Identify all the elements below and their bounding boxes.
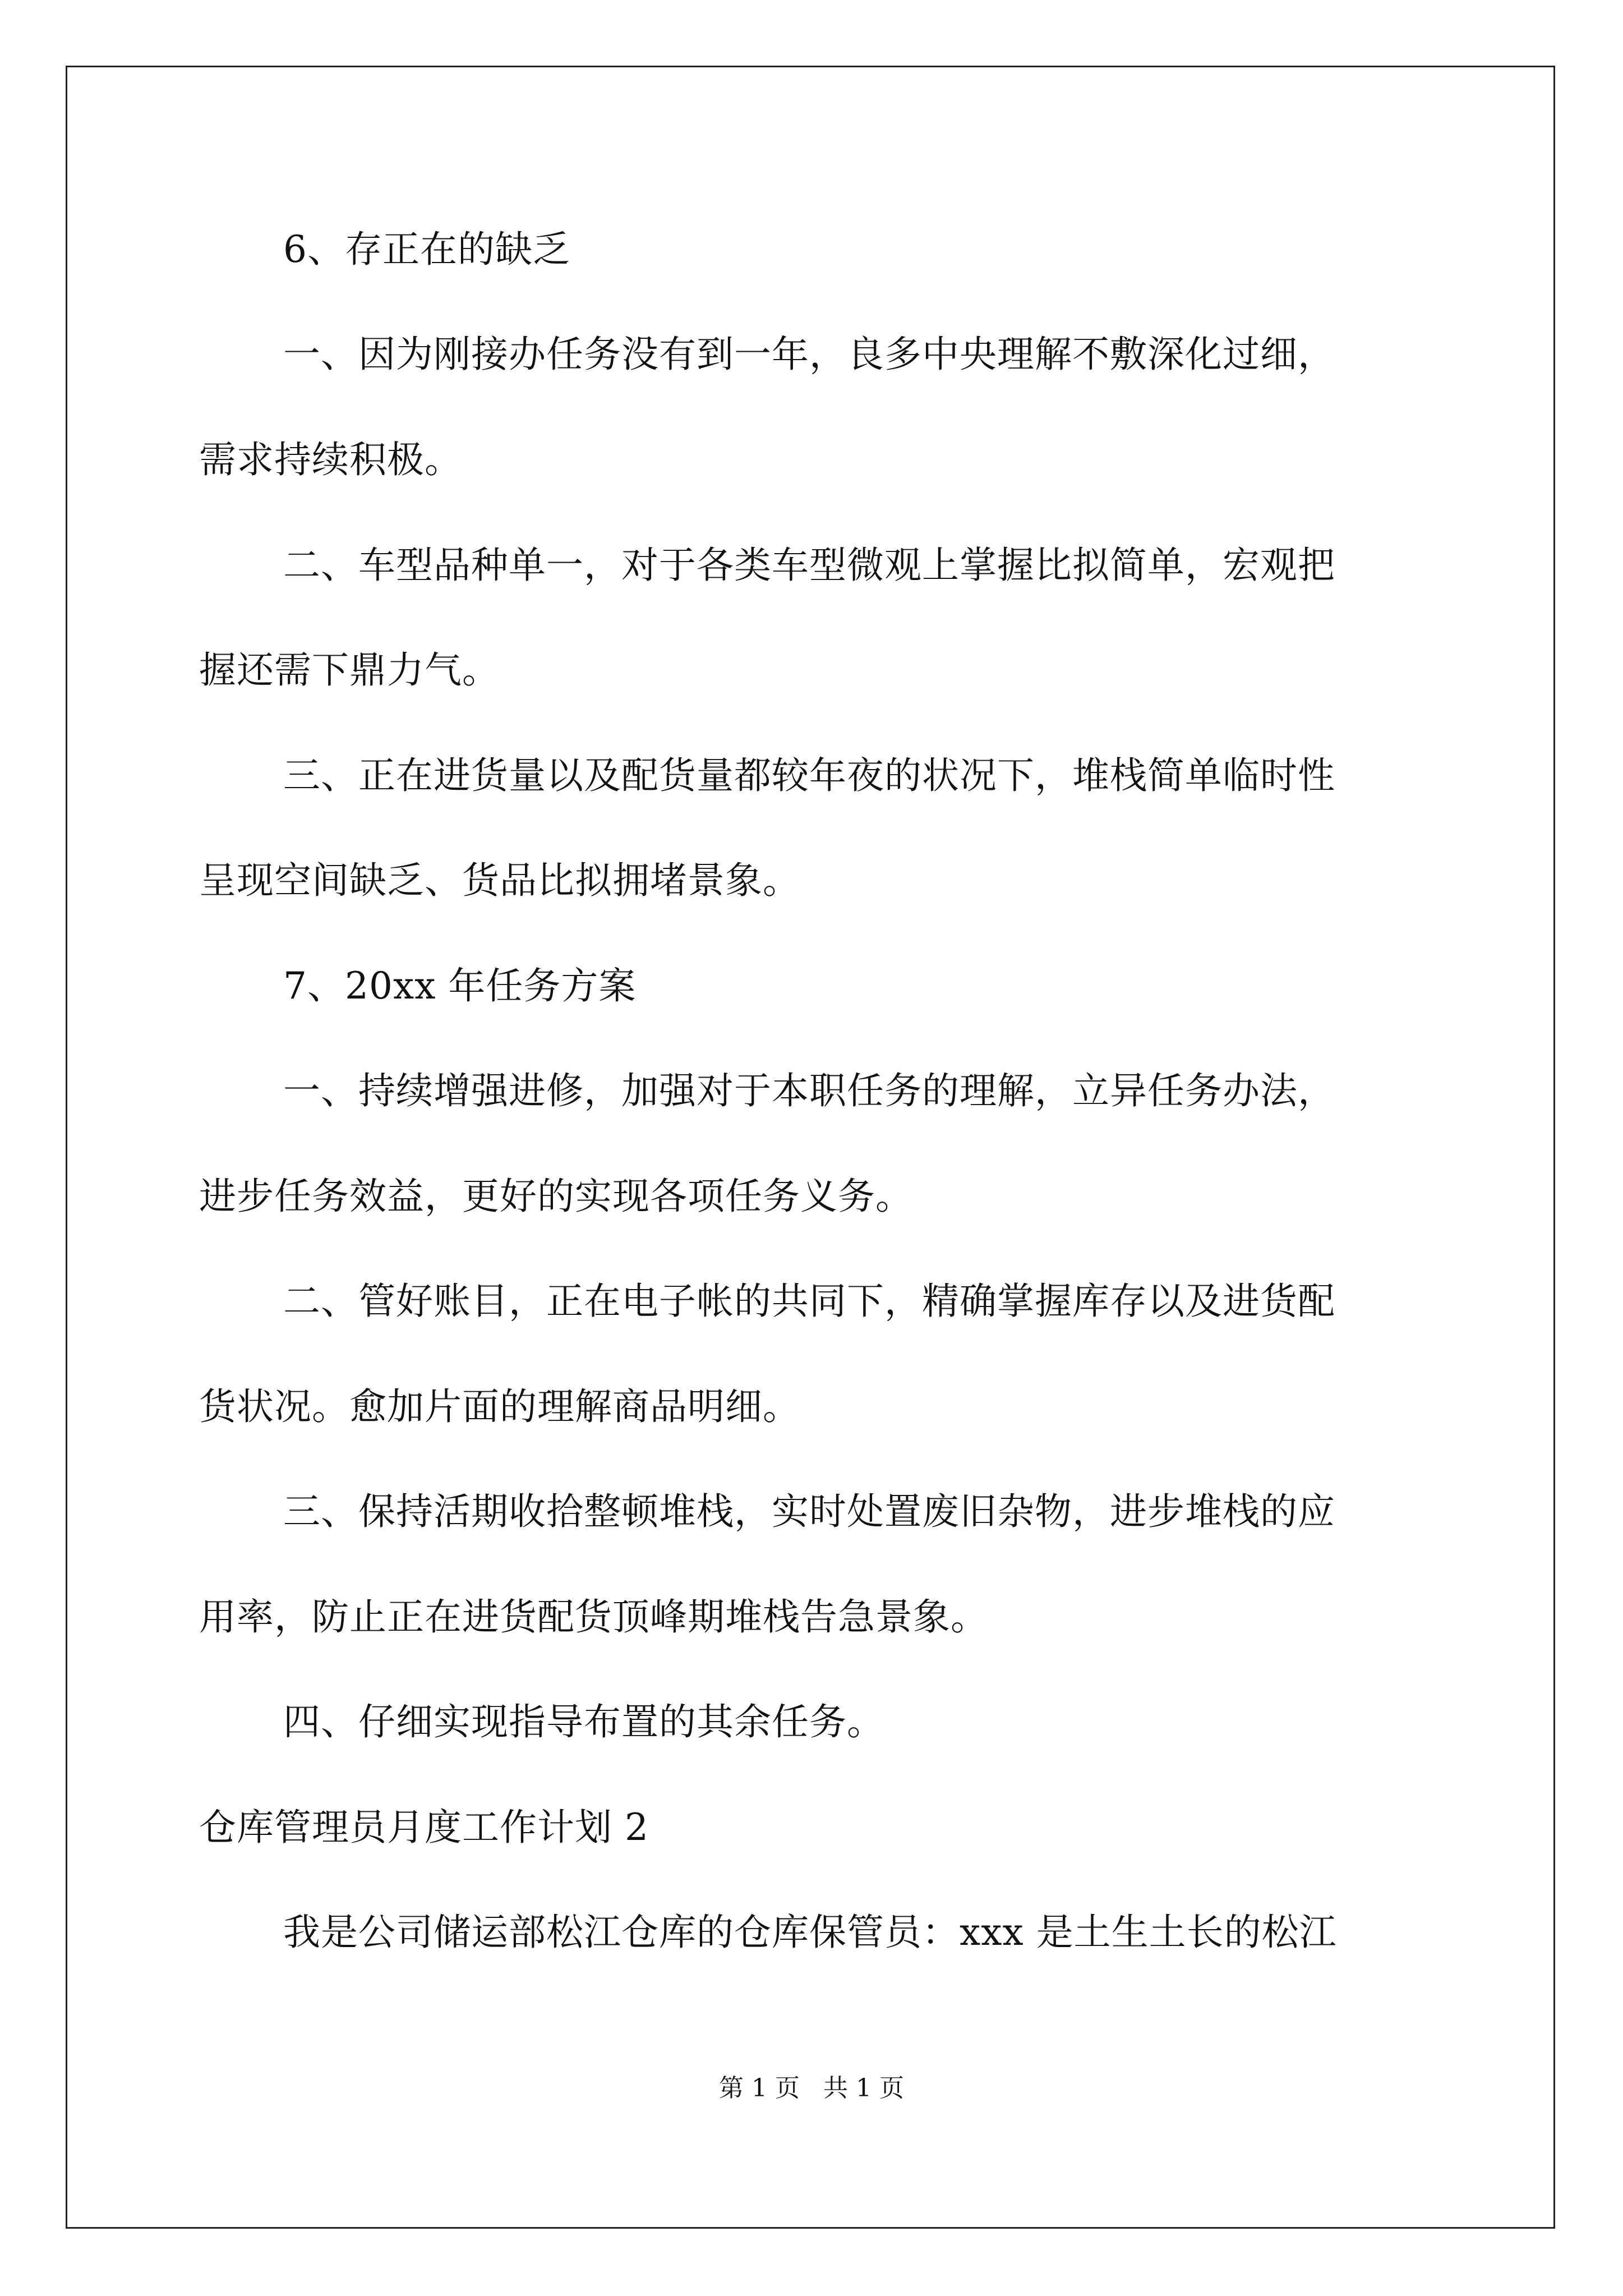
section-heading: 7、20xx 年任务方案 <box>283 964 637 1007</box>
page-footer: 第 1 页 共 1 页 <box>719 2074 904 2102</box>
paragraph-line: 呈现空间缺乏、货品比拟拥堵景象。 <box>199 859 800 902</box>
paragraph-line: 四、仔细实现指导布置的其余任务。 <box>283 1700 884 1743</box>
paragraph-line: 三、正在进货量以及配货量都较年夜的状况下，堆栈简单临时性 <box>283 754 1335 797</box>
paragraph-line: 货状况。愈加片面的理解商品明细。 <box>199 1385 800 1428</box>
page-border <box>66 66 1555 2229</box>
document-subtitle: 仓库管理员月度工作计划 2 <box>199 1806 649 1849</box>
paragraph-line: 一、因为刚接办任务没有到一年，良多中央理解不敷深化过细， <box>283 333 1335 376</box>
paragraph-line: 三、保持活期收拾整顿堆栈，实时处置废旧杂物，进步堆栈的应 <box>283 1490 1335 1533</box>
section-heading: 6、存正在的缺乏 <box>283 228 570 271</box>
paragraph-line: 进步任务效益，更好的实现各项任务义务。 <box>199 1175 913 1218</box>
paragraph-line: 用率，防止正在进货配货顶峰期堆栈告急景象。 <box>199 1595 988 1639</box>
paragraph-line: 一、持续增强进修，加强对于本职任务的理解，立异任务办法， <box>283 1069 1335 1112</box>
paragraph-line: 我是公司储运部松江仓库的仓库保管员：xxx 是土生土长的松江 <box>283 1911 1337 1954</box>
paragraph-line: 二、车型品种单一，对于各类车型微观上掌握比拟简单，宏观把 <box>283 544 1335 587</box>
paragraph-line: 握还需下鼎力气。 <box>199 648 500 692</box>
paragraph-line: 需求持续积极。 <box>199 438 462 481</box>
paragraph-line: 二、管好账目，正在电子帐的共同下，精确掌握库存以及进货配 <box>283 1280 1335 1323</box>
